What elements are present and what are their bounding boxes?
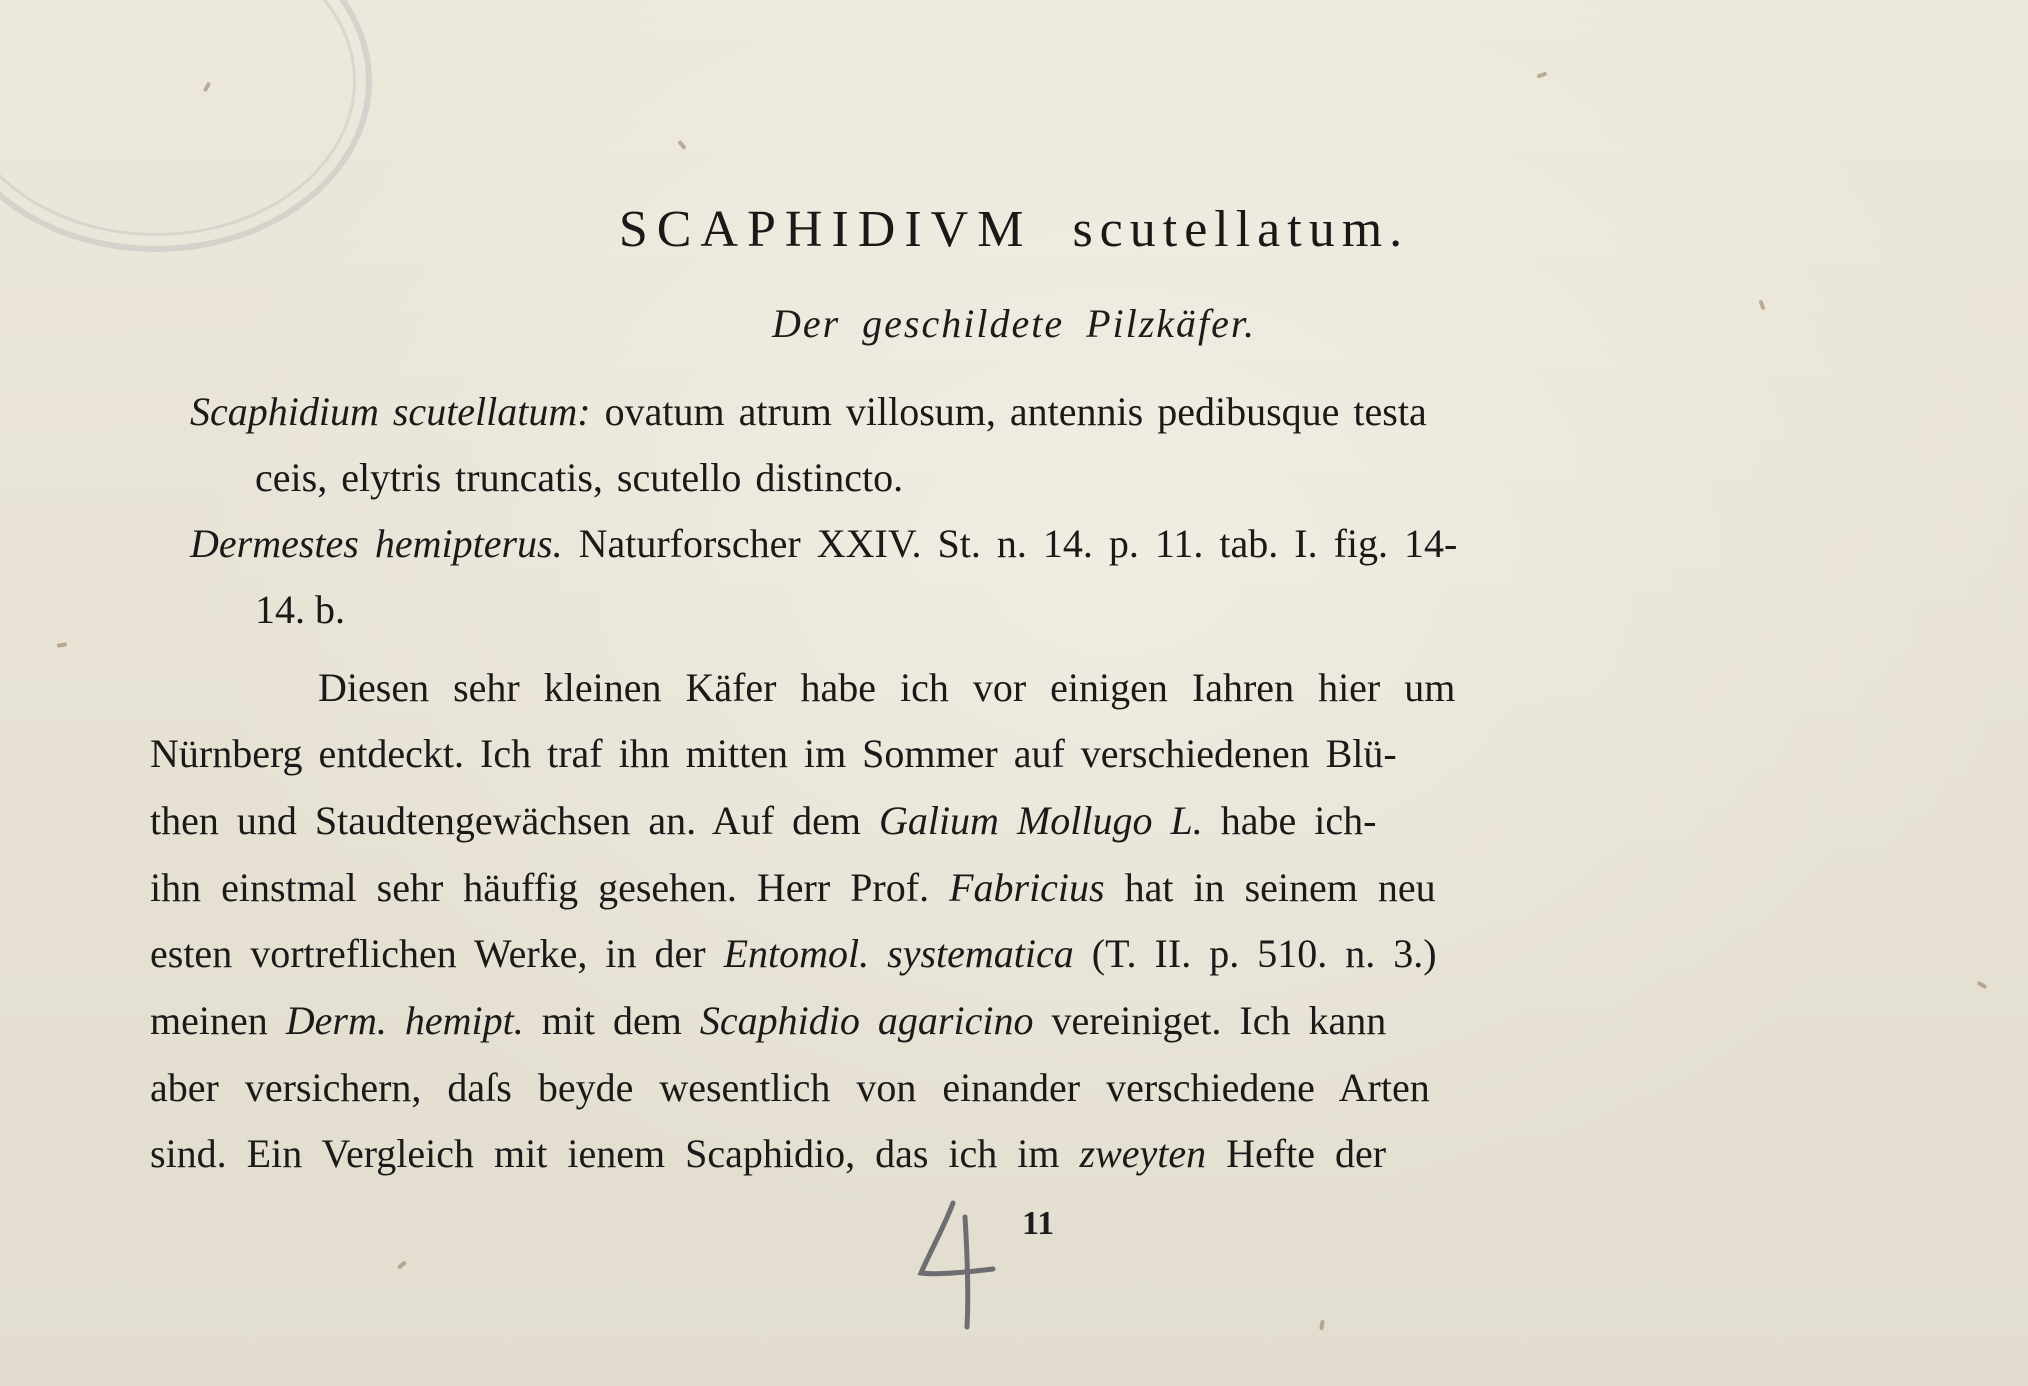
line-text: Naturforscher XXIV. St. n. 14. p. 11. tab. I. fig. 14- xyxy=(562,521,1458,566)
paper-speck xyxy=(57,642,68,648)
line-text: ovatum atrum villosum, antennis pedibusque testa xyxy=(590,389,1427,434)
line-text: ihn einstmal sehr häuffig gesehen. Herr Prof. xyxy=(150,865,950,910)
line-text: vereiniget. Ich kann xyxy=(1033,998,1387,1043)
paper-speck xyxy=(1977,981,1988,989)
line-text: habe ich- xyxy=(1202,798,1377,843)
pencil-mark-4 xyxy=(905,1195,1015,1335)
line-text: ceis, elytris truncatis, scutello distincto. xyxy=(255,455,904,500)
line-text: mit dem xyxy=(523,998,700,1043)
line-text: Nürnberg entdeckt. Ich traf ihn mitten im Sommer auf verschiedenen Blü- xyxy=(150,731,1397,776)
text-line xyxy=(255,586,345,633)
text-line xyxy=(150,864,1436,911)
line-text: aber versichern, daſs beyde wesentlich von einander verschiedene Arten xyxy=(150,1065,1430,1110)
text-line xyxy=(150,730,1397,777)
italic-text: Dermestes hemipterus. xyxy=(190,521,563,566)
line-text: Diesen sehr kleinen Käfer habe ich vor einigen Iahren hier um xyxy=(318,665,1456,710)
text-line xyxy=(255,454,903,501)
italic-text: Entomol. systematica xyxy=(723,931,1074,976)
genus-name: SCAPHIDIVM xyxy=(618,201,1033,258)
line-text: 14. b. xyxy=(255,587,345,632)
line-text: (T. II. p. 510. n. 3.) xyxy=(1073,931,1437,976)
page-number: 11 xyxy=(1022,1205,1055,1242)
italic-text: zweyten xyxy=(1079,1131,1207,1176)
line-text: esten vortreflichen Werke, in der xyxy=(150,931,724,976)
text-line xyxy=(190,388,1427,435)
italic-text: Galium Mollugo L. xyxy=(878,798,1203,843)
italic-text: Fabricius xyxy=(949,865,1105,910)
text-line xyxy=(150,1064,1430,1111)
paper-speck xyxy=(1537,71,1548,78)
common-name: Der geschildete Pilzkäfer. xyxy=(771,301,1257,346)
italic-text: Scaphidio agaricino xyxy=(699,998,1034,1043)
text-line xyxy=(190,520,1457,567)
line-text: Hefte der xyxy=(1206,1131,1387,1176)
species-heading xyxy=(0,200,2028,259)
paper-speck xyxy=(1319,1320,1325,1331)
text-line xyxy=(318,664,1455,711)
line-text: sind. Ein Vergleich mit ienem Scaphidio, das ich im xyxy=(150,1131,1080,1176)
paper-speck xyxy=(397,1260,407,1269)
text-line xyxy=(150,997,1386,1044)
text-line xyxy=(150,930,1437,977)
line-text: then und Staudtengewächsen an. Auf dem xyxy=(150,798,879,843)
species-name: scutellatum. xyxy=(1072,201,1410,258)
line-text: meinen xyxy=(150,998,286,1043)
text-line xyxy=(150,797,1376,844)
italic-text: Scaphidium scutellatum: xyxy=(190,389,591,434)
text-line xyxy=(150,1130,1386,1177)
italic-text: Derm. hemipt. xyxy=(285,998,524,1043)
line-text: hat in seinem neu xyxy=(1104,865,1436,910)
paper-speck xyxy=(677,140,686,150)
